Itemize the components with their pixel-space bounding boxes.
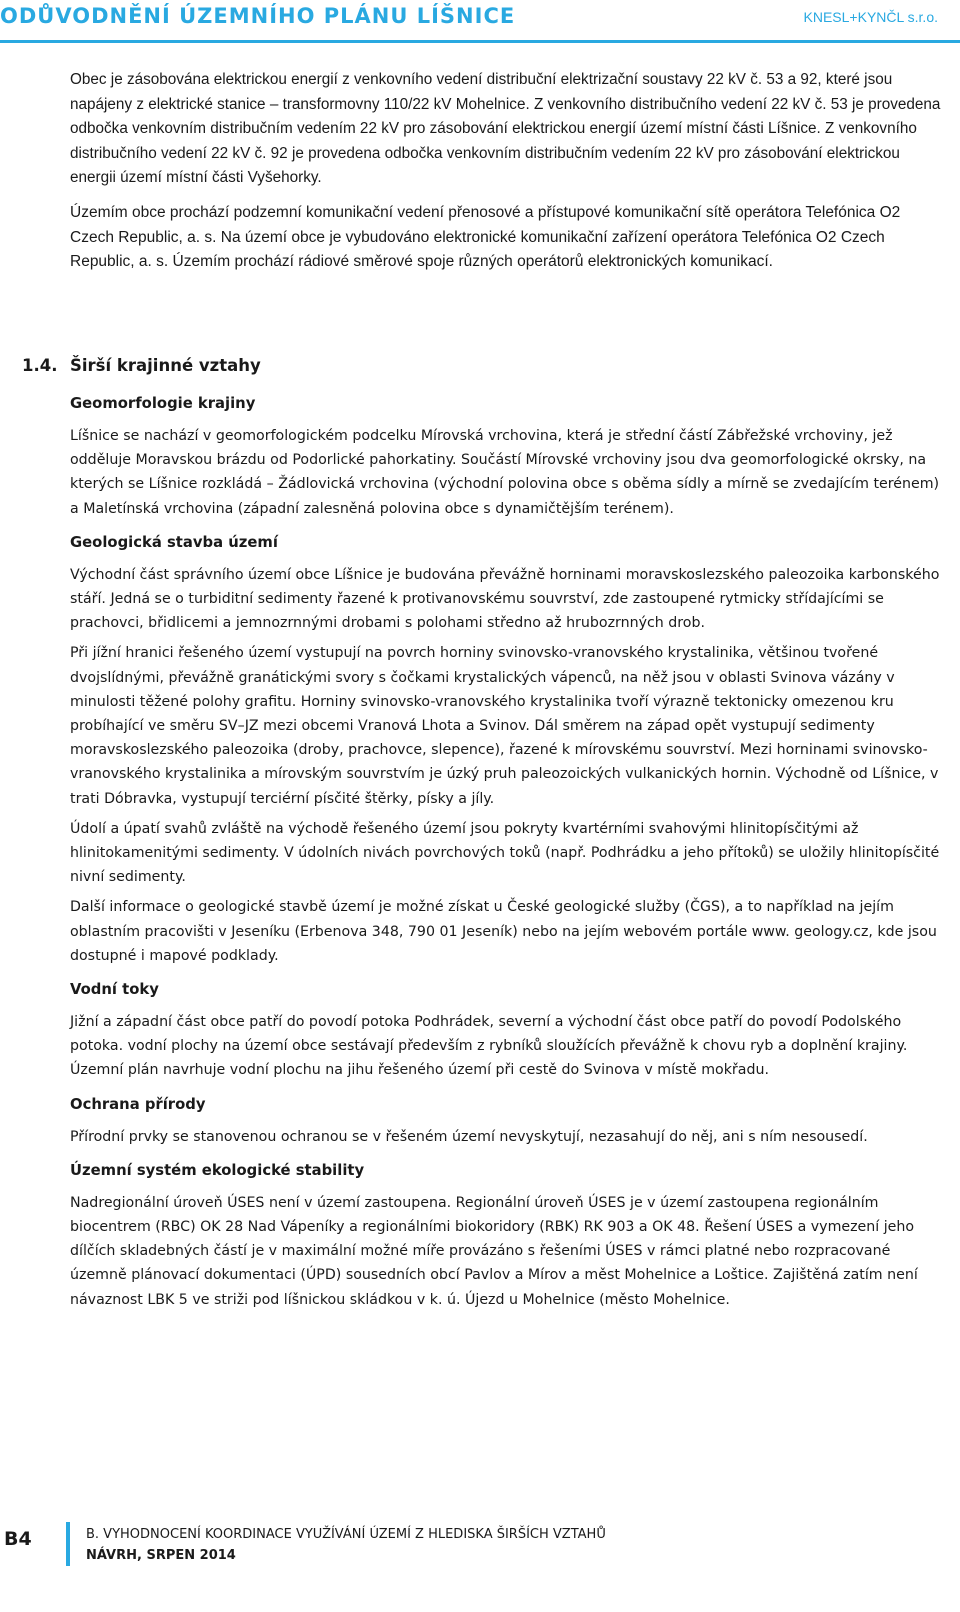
- paragraph-ochrana: Přírodní prvky se stanovenou ochranou se v řešeném území nevyskytují, nezasahují do něj, ani s ním nesousedí.: [70, 1128, 868, 1145]
- paragraph-vodni-toky: Jižní a západní část obce patří do povodí potoka Podhrádek, severní a východní část obce patří do povodí Podolského potoka. vodní plochy na území obce sestávají především z rybníků sloužících převážně k chovu ryb a doplnění krajiny. Územní plán navrhuje vodní plochu na jihu řešeného území při cestě do Svinova v místě mokřadu.: [70, 1014, 908, 1079]
- paragraph-telecom: Územím obce prochází podzemní komunikační vedení přenosové a přístupové komunikační sítě operátora Telefónica O2 Czech Republic, a. s. Na území obce je vybudováno elektronické komunikační zařízení operátora Telefónica O2 Czech Republic, a. s. Územím prochází rádiové směrové spoje různých operátorů elektronických komunikací.: [70, 203, 901, 271]
- footer-version: NÁVRH, SRPEN 2014: [86, 1548, 236, 1563]
- subheading-geomorfologie: Geomorfologie krajiny: [70, 395, 256, 412]
- subheading-ochrana: Ochrana přírody: [70, 1095, 206, 1113]
- document-title: ODŮVODNĚNÍ ÚZEMNÍHO PLÁNU LÍŠNICE: [0, 4, 516, 28]
- paragraph-geomorfologie: Líšnice se nachází v geomorfologickém podcelku Mírovská vrchovina, která je střední částí Zábřežské vrchoviny, jež odděluje Moravskou brázdu od Podorlické pahorkatiny. Součástí Mírovské vrchoviny jsou dva geomorfologické okrsky, na kterých se Líšnice rozkládá – Žádlovická vrchovina (východní polovina obce s oběma sídly a mírně se zvedajícím terénem) a Maletínská vrchovina (západní zalesněná polovina obce s dynamičtějším terénem).: [70, 428, 940, 517]
- paragraph-uses: Nadregionální úroveň ÚSES není v území zastoupena. Regionální úroveň ÚSES je v území zastoupena regionálním biocentrem (RBC) OK 28 Nad Vápeníky a regionálními biokoridory (RBK) RK 903 a OK 48. Řešení ÚSES a vymezení jeho dílčích skladebných částí je v maximální možné míře provázáno s řešeními ÚSES v rámci platné nebo rozpracované územně plánovací dokumentaci (ÚPD) sousedních obcí Pavlov a Mírov a měst Mohelnice a Loštice. Zajištěná zatím není návaznost LBK 5 ve striži pod líšnickou skládkou v k. ú. Újezd u Mohelnice (město Mohelnice.: [70, 1194, 918, 1308]
- section-number: 1.4.: [22, 356, 58, 375]
- subheading-uses: Územní systém ekologické stability: [70, 1161, 365, 1179]
- intro-text: [70, 68, 946, 285]
- section-title: Širší krajinné vztahy: [70, 356, 261, 375]
- paragraph-electricity: Obec je zásobována elektrickou energií z venkovního vedení distribuční elektrizační soustavy 22 kV č. 53 a 92, které jsou napájeny z elektrické stanice – transformovny 110/22 kV Mohelnice. Z venkovního distribučního vedení 22 kV č. 53 je provedena odbočka venkovním distribučním vedením 22 kV pro zásobování elektrickou energií území místní části Líšnice. Z venkovního distribučního vedení 22 kV č. 92 je provedena odbočka venkovním distribučním vedením 22 kV pro zásobování elektrickou energii území místní části Vyšehorky.: [70, 71, 941, 187]
- footer-chapter: B. VYHODNOCENÍ KOORDINACE VYUŽÍVÁNÍ ÚZEMÍ Z HLEDISKA ŠIRŠÍCH VZTAHŮ: [86, 1527, 606, 1542]
- footer-accent-bar: [66, 1522, 70, 1566]
- header-divider: [0, 40, 960, 43]
- paragraph-geologie-3: Údolí a úpatí svahů zvláště na východě řešeného území jsou pokryty kvartérními svahovými hlinitopísčitými až hlinitokamenitými sedimenty. V údolních nivách povrchových toků (např. Podhrádku a jeho přítoků) se uložily hlinitopísčité nivní sedimenty.: [70, 820, 940, 886]
- paragraph-geologie-4: Další informace o geologické stavbě území je možné získat u České geologické služby (ČGS), a to například na jejím oblastním pracovišti v Jeseníku (Erbenova 348, 790 01 Jeseník) nebo na jejím webovém portále www. geology.cz, kde jsou dostupné i mapové podklady.: [70, 899, 937, 964]
- page-number: B4: [4, 1528, 32, 1550]
- subheading-geologie: Geologická stavba území: [70, 533, 278, 551]
- subheading-vodni-toky: Vodní toky: [70, 981, 159, 999]
- company-name: KNESL+KYNČL s.r.o.: [803, 9, 938, 25]
- paragraph-geologie-1: Východní část správního území obce Líšnice je budována převážně horninami moravskoslezského paleozoika karbonského stáří. Jedná se o turbiditní sedimenty řazené k protivanovskému souvrství, zde zastoupené rytmicky střídajícími se prachovci, břidlicemi a jemnozrnnými drobami s polohami středno až hrubozrnných drob.: [70, 566, 940, 632]
- section-body: [70, 392, 946, 1322]
- paragraph-geologie-2: Při jížní hranici řešeného území vystupují na povrch horniny svinovsko-vranovského krystalinika, většinou tvořené dvojslídnými, převážně granátickými svory s čočkami krystalických vápenců, na něž jsou v oblasti Svinova vázány v minulosti těžené polohy grafitu. Horniny svinovsko-vranovského krystalinika tvoří výrazně tektonicky omezenou kru probíhající ve směru SV–JZ mezi obcemi Vranová Lhota a Svinov. Dál směrem na západ opět vystupují sedimenty moravskoslezského paleozoika (droby, prachovce, slepence), řazené k mírovskému souvrství. Mezi horninami svinovsko-vranovského krystalinika a mírovským souvrstvím je úzký pruh paleozoických vulkanických hornin. Východně od Líšnice, v trati Dóbravka, vystupují terciérní písčité štěrky, písky a jíly.: [70, 645, 939, 807]
